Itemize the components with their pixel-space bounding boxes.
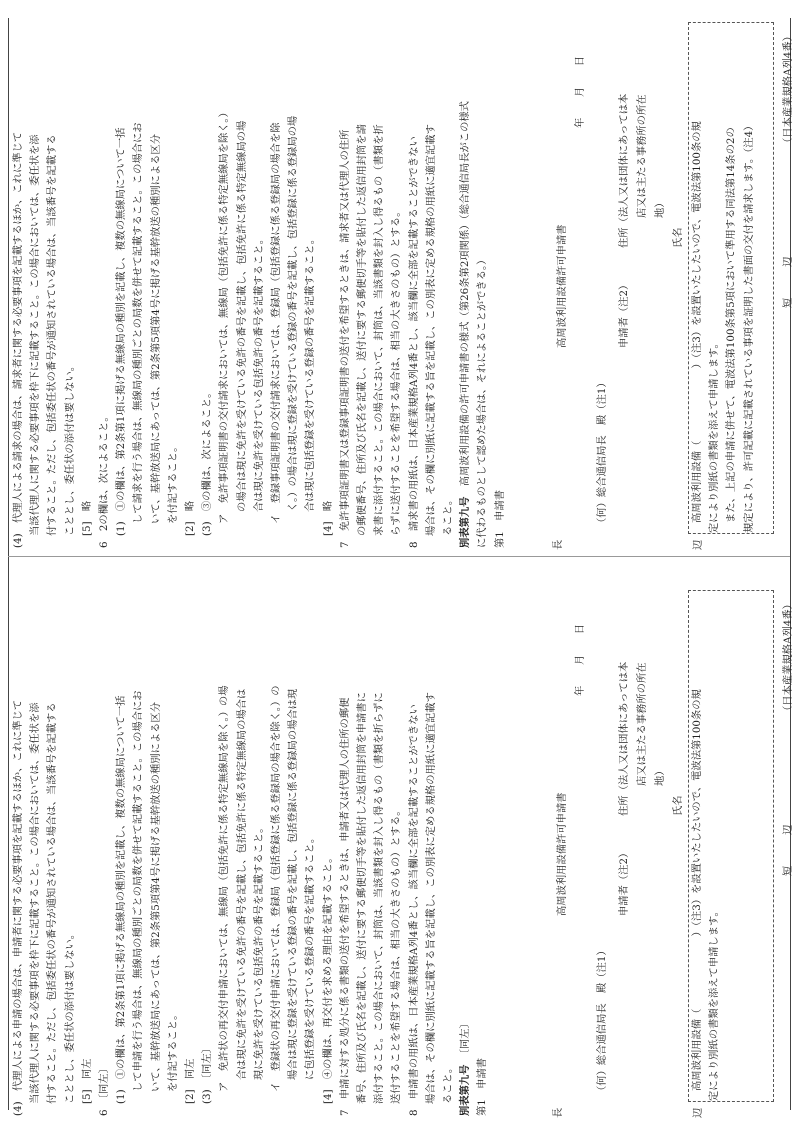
address-label-3: 地） <box>654 197 666 218</box>
text-line: (4) 代理人による申請の場合は、申請者に関する必要事項を記載するほか、これに準じて <box>12 699 24 1116</box>
top-form-box <box>550 20 794 550</box>
applicant-label: 申請者（注2） <box>618 279 630 348</box>
jis-note: （日本産業規格A列4番） <box>782 599 794 716</box>
form-body-line: また、上記の申請に併せて、電波法第100条第5項において準用する同法第14条の2の <box>725 127 738 523</box>
text-line: (1) ①の欄は、第2条第1項に掲げる無線局の種別を記載し、複数の無線局について一括 <box>115 127 128 536</box>
name-label: 氏名 <box>672 795 684 816</box>
text-line: 付すること。ただし、包括委任状の番号が通知されている場合は、当該番号を記載する <box>46 702 59 1104</box>
address-label-3: 地） <box>654 765 666 786</box>
form-heading: 別表第九号 <box>459 496 472 548</box>
form-body-line: 規定により、許可記載に記載されている事項を証明した書面の交付を請求します。（注4） <box>742 120 755 533</box>
center-divider <box>8 556 790 557</box>
text-line: 添付すること。この場合において、封筒は、当該書類を封入し得るもの（書類を折らずに <box>373 692 386 1104</box>
text-line: (4) 代理人による請求の場合は、請求者に関する必要事項を記載するほか、これに準じて <box>12 131 24 548</box>
top-item4 <box>10 101 509 548</box>
text-line: して申請を行う場合は、無線局の種別ごとの局数を併せて記載すること。この場合にお <box>132 690 145 1092</box>
address-label-2: 店又は主たる事務所の所在 <box>636 94 648 218</box>
text-line: 7 申請に対する処分に係る書類の送付を希望するときは、申請者又は代理人の住所の郵便 <box>338 697 351 1116</box>
text-line: 6 〔同左〕 <box>98 1063 111 1116</box>
side-label-2: 辺 <box>782 824 794 835</box>
bottom-section <box>10 586 794 1118</box>
text-line: を付記すること。 <box>166 441 179 524</box>
address-label: 住所（法人又は団体にあっては本 <box>618 661 630 816</box>
form-subheading: 第1 申請書 <box>476 1057 489 1116</box>
text-line: 7 免許事項証明書又は登録事項証明書の送付を希望するときは、請求者又は代理人の住所 <box>338 129 351 548</box>
text-line: 場合は、その欄に別紙に記載する旨を記載し、この別表に定める規格の用紙に適宜記載す <box>424 124 437 536</box>
text-line: の場合は現に免許を受けている免許の番号を記載し、包括免許に係る特定無線局の場 <box>235 120 248 512</box>
top-section <box>10 18 794 550</box>
text-line: 送付することを希望する場合は、相当の大きさのもの）とする。 <box>390 805 403 1104</box>
address-label-2: 店又は主たる事務所の所在 <box>636 662 648 786</box>
text-line: 現に免許を受けている包括免許の番号を記載すること。 <box>252 822 265 1080</box>
short-label: 短 <box>782 297 794 308</box>
right-border-line <box>790 18 791 1110</box>
side-label-2: 辺 <box>782 256 794 267</box>
text-line: らずに送付することを希望する場合は、相当の大きさのもの）とする。 <box>390 206 403 536</box>
text-line: イ 登録状の再交付申請においては、登録局（包括登録に係る登録局の場合を除く。）の <box>270 685 283 1092</box>
long-side-label: 長 <box>552 1107 564 1118</box>
side-label: 辺 <box>692 539 704 550</box>
text-line: ること。 <box>442 494 455 536</box>
text-line: [4] ④の欄は、再交付を求める理由を記載すること。 <box>321 852 334 1104</box>
text-line: 8 請求書の用紙は、日本産業規格A列4番とし、該当欄に全部を記載することができない <box>407 136 420 548</box>
form-heading-note: 〔同左〕 <box>459 1018 472 1055</box>
text-line: 合は現に包括登録を受けている登録の番号を記載すること。 <box>304 233 317 512</box>
text-line: く。）の場合は現に登録を受けている登録の番号を記載し、包括登録に係る登録局の場 <box>287 115 300 512</box>
name-label: 氏名 <box>672 227 684 248</box>
form-heading-note: に代わるものとして認めた場合は、それによることができる。） <box>476 254 489 548</box>
text-line: [2] 略 <box>184 500 197 536</box>
text-line: を付記すること。 <box>166 1009 179 1092</box>
text-line: ア 免許事項証明書の交付請求においては、無線局（包括免許に係る特定無線局を除く。） <box>218 107 231 524</box>
text-line: 8 申請書の用紙は、日本産業規格A列4番とし、該当欄に全部を記載することができない <box>407 704 420 1116</box>
short-label: 短 <box>782 865 794 876</box>
text-line: 付すること。ただし、包括委任状の番号が通知されている場合は、当該番号を記載する <box>46 134 59 536</box>
text-line: 求書に添付すること。この場合において、封筒は、当該書類を封入し得るもの（書類を折 <box>373 124 386 536</box>
form-subheading: 第1 申請書 <box>493 489 506 548</box>
text-line: 当該代理人に関する必要事項を枠下に記載すること。この場合においては、委任状を添 <box>29 702 42 1104</box>
form-body-box <box>688 590 774 1102</box>
address-label: 住所（法人又は団体にあっては本 <box>618 93 630 248</box>
side-label: 辺 <box>692 1107 704 1118</box>
form-title: 高周波利用設備許可申請書 <box>556 792 568 916</box>
bottom-items <box>10 685 492 1116</box>
date-label: 年 月 日 <box>574 623 586 696</box>
text-line: ア 免許状の再交付申請においては、無線局（包括免許に係る特定無線局を除く。）の場 <box>218 685 231 1092</box>
text-line: [2] 同左 <box>184 1058 197 1104</box>
text-line: いて、基幹放送局にあっては、第2条第5項第4号に掲げる基幹放送の種別による区分 <box>149 701 162 1092</box>
text-line: 場合は現に登録を受けている登録の番号を記載し、包括登録に係る登録局の場合は現 <box>287 688 300 1080</box>
addressee-label: （何）総合通信局長 殿（注1） <box>596 377 608 528</box>
form-body-line: 定により別紙の書類を添えて申請します。 <box>708 906 721 1101</box>
long-side-label: 長 <box>552 539 564 550</box>
form-heading: 別表第九号 <box>459 1064 472 1116</box>
text-line: 合は現に免許を受けている包括免許の番号を記載すること。 <box>252 233 265 512</box>
date-label: 年 月 日 <box>574 55 586 128</box>
form-body-line: 定により別紙の書類を添えて申請します。 <box>708 338 721 533</box>
text-line: して請求を行う場合は、無線局の種別ごとの局数を併せて記載すること。この場合にお <box>132 122 145 524</box>
bottom-form-box <box>550 588 794 1118</box>
short-side-label <box>780 257 797 308</box>
text-line: イ 登録事項証明書の交付請求においては、登録局（包括登録に係る登録局の場合を除 <box>270 122 283 524</box>
text-line: [5] 略 <box>80 500 93 536</box>
form-body-line: 高周波利用設備（ ）（注3）を設置いたしたいので、電波法第100条の規 <box>691 689 703 1091</box>
text-line: [5] 同左 <box>80 1058 93 1104</box>
jis-note: （日本産業規格A列4番） <box>782 31 794 148</box>
form-title: 高周波利用設備許可申請書 <box>556 224 568 348</box>
text-line: 場合は、その欄に別紙に記載する旨を記載し、この別表に定める規格の用紙に適宜記載す <box>424 692 437 1104</box>
text-line: こととし、委任状の添付は要しない。 <box>63 360 76 536</box>
text-line: の郵便番号、住所及び氏名を記載し、送付に要する郵便切手等を貼付した返信用封筒を請 <box>356 124 369 536</box>
text-line: いて、基幹放送局にあっては、第2条第5項第4号に掲げる基幹放送の種別による区分 <box>149 133 162 524</box>
applicant-label: 申請者（注2） <box>618 847 630 916</box>
text-line: (3) 〔同左〕 <box>201 1043 214 1104</box>
text-line: [4] 略 <box>321 500 334 536</box>
short-side-label <box>780 825 797 876</box>
addressee-label: （何）総合通信局長 殿（注1） <box>596 945 608 1096</box>
text-line: こととし、委任状の添付は要しない。 <box>63 928 76 1104</box>
form-body-line: 高周波利用設備（ ）（注3）を設置いたしたいので、電波法第100条の規 <box>691 121 703 523</box>
text-line: に包括登録を受けている登録の番号を記載すること。 <box>304 832 317 1080</box>
form-body-box <box>688 22 774 534</box>
text-line: (3) ③の欄は、次によること。 <box>201 387 214 536</box>
text-line: 当該代理人に関する必要事項を枠下に記載すること。この場合においては、委任状を添 <box>29 134 42 536</box>
text-line: 合は現に免許を受けている免許の番号を記載し、包括免許に係る特定無線局の場合は <box>235 688 248 1080</box>
text-line: 番号、住所及び氏名を記載し、送付に要する郵便切手等を貼付した返信用封筒を申請書に <box>356 692 369 1104</box>
form-heading-note: 高周波利用設備の許可申請書の様式（第26条第2項関係）（総合通信局長がこの様式 <box>459 101 472 487</box>
text-line: (1) ①の欄は、第2条第1項に掲げる無線局の種別を記載し、複数の無線局について一括 <box>115 695 128 1104</box>
text-line: 6 2の欄は、次によること。 <box>98 411 111 548</box>
text-line: ること。 <box>442 1062 455 1104</box>
